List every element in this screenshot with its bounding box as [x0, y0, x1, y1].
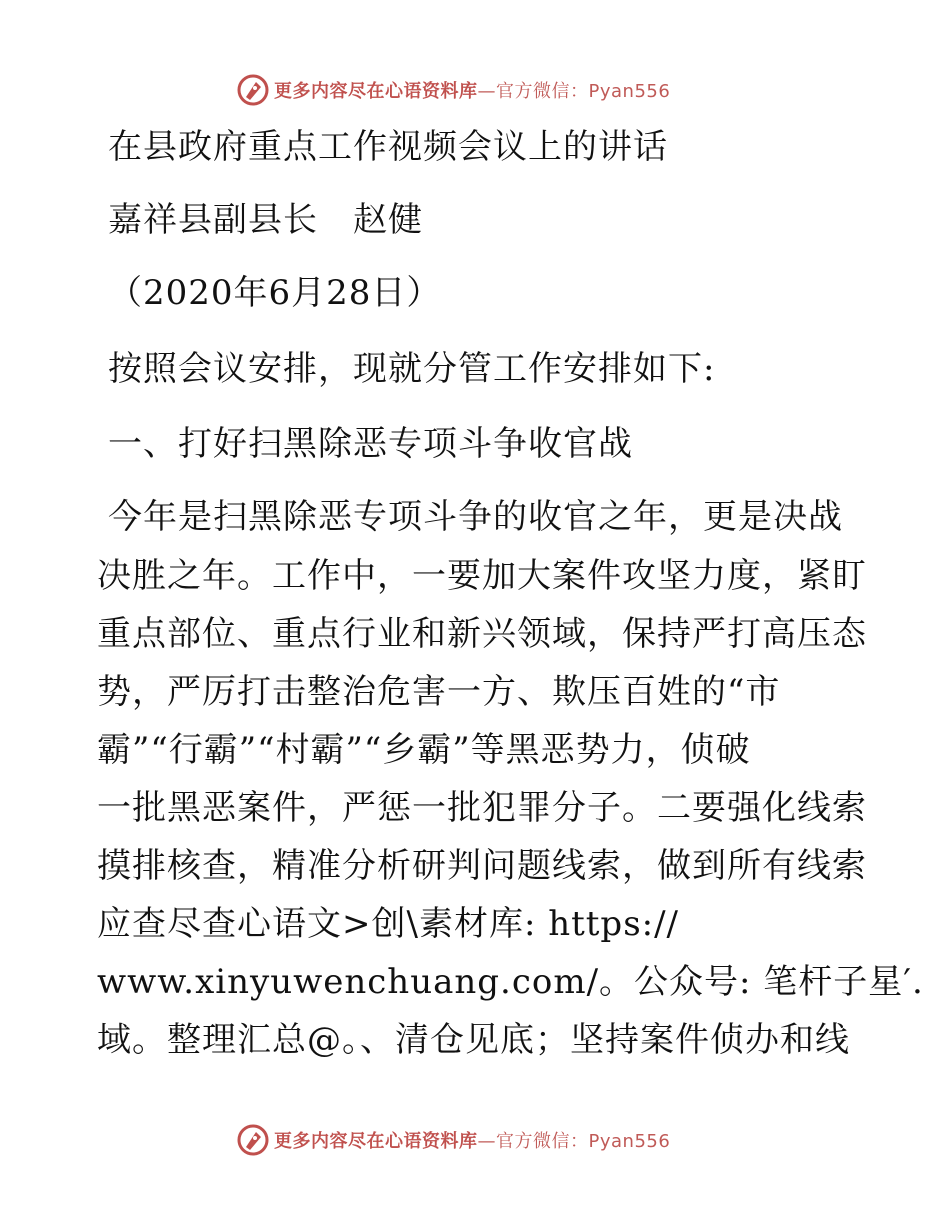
body-line: 重点部位、重点行业和新兴领域，保持严打高压态 [97, 614, 867, 654]
body-line: 决胜之年。工作中，一要加大案件攻坚力度，紧盯 [97, 556, 867, 596]
body-line: 霸”“行霸”“村霸”“乡霸”等黑恶势力，侦破 [97, 730, 751, 770]
watermark-banner-bottom [236, 1122, 670, 1158]
document-title: 在县政府重点工作视频会议上的讲话 [108, 127, 668, 167]
watermark-text [274, 77, 670, 103]
section-heading: 一、打好扫黑除恶专项斗争收官战 [108, 424, 633, 464]
author-line: 嘉祥县副县长 赵健 [108, 200, 423, 240]
watermark-contact: —官方微信：Pyan556 [477, 1131, 671, 1152]
watermark-banner-top [236, 72, 670, 108]
pen-nib-logo-icon [236, 1123, 270, 1157]
pen-nib-logo-icon [236, 73, 270, 107]
body-line: 今年是扫黑除恶专项斗争的收官之年，更是决战 [108, 497, 843, 537]
intro-paragraph: 按照会议安排，现就分管工作安排如下: [108, 349, 716, 389]
date-line: （2020年6月28日） [108, 273, 442, 313]
watermark-brand: 更多内容尽在心语资料库 [274, 81, 478, 102]
watermark-contact: —官方微信：Pyan556 [477, 81, 671, 102]
body-line: 摸排核查，精准分析研判问题线索，做到所有线索 [97, 846, 867, 886]
body-line: 势，严厉打击整治危害一方、欺压百姓的“市 [97, 672, 781, 712]
watermark-text [274, 1127, 670, 1153]
body-line: 域。整理汇总@。、清仓见底；坚持案件侦办和线 [97, 1020, 850, 1060]
body-line: www.xinyuwenchuang.com/。公众号: 笔杆子星′. [97, 962, 924, 1002]
watermark-brand: 更多内容尽在心语资料库 [274, 1131, 478, 1152]
body-line: 一批黑恶案件，严惩一批犯罪分子。二要强化线索 [97, 788, 867, 828]
body-line: 应查尽查心语文>创\素材库: https:// [97, 904, 680, 944]
